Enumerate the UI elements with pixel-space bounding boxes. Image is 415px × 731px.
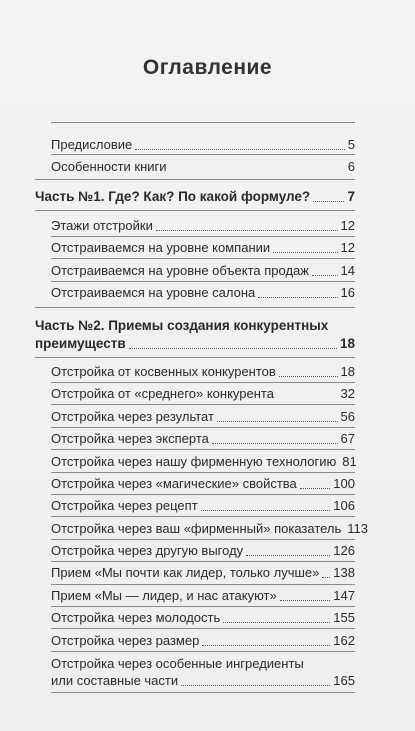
separator-line bbox=[35, 210, 355, 211]
toc-entry-page: 6 bbox=[347, 159, 355, 174]
toc-entry-label: Предисловие bbox=[51, 137, 133, 152]
toc-entry[interactable] bbox=[51, 218, 355, 234]
toc-entry-label: Прием «Мы — лидер, и нас атакуют» bbox=[51, 588, 277, 603]
toc-entry-page: 106 bbox=[333, 498, 355, 513]
separator-line bbox=[51, 606, 355, 607]
toc-entry[interactable] bbox=[51, 137, 355, 153]
toc-entry[interactable] bbox=[51, 476, 355, 492]
separator-line bbox=[51, 154, 355, 155]
toc-entry-label: Отстройка через результат bbox=[51, 409, 214, 424]
toc-entry-page: 138 bbox=[333, 565, 355, 580]
separator-line bbox=[51, 472, 355, 473]
toc-entry-label: Отстройка от «среднего» конкурента bbox=[51, 386, 274, 401]
toc-entry[interactable] bbox=[51, 409, 355, 425]
leader-dots bbox=[201, 510, 331, 511]
toc-part-heading[interactable] bbox=[35, 189, 355, 205]
leader-dots bbox=[223, 622, 330, 623]
leader-dots bbox=[313, 201, 344, 202]
toc-entry-label: Отстраиваемся на уровне компании bbox=[51, 240, 271, 255]
leader-dots bbox=[322, 577, 330, 578]
toc-entry-page: 12 bbox=[340, 218, 355, 233]
separator-line bbox=[51, 449, 355, 450]
toc-entry-page: 16 bbox=[340, 285, 355, 300]
toc-entry-page: 155 bbox=[333, 610, 355, 625]
toc-part-heading[interactable] bbox=[35, 336, 355, 352]
separator-line bbox=[51, 651, 355, 652]
separator-line bbox=[51, 236, 355, 237]
toc-entry-label: Отстройка через другую выгоду bbox=[51, 543, 244, 558]
separator-line bbox=[51, 628, 355, 629]
separator-line bbox=[35, 357, 355, 358]
separator-line bbox=[51, 494, 355, 495]
toc-entry[interactable] bbox=[51, 454, 355, 470]
toc-entry-page: 56 bbox=[340, 409, 355, 424]
toc-entry[interactable] bbox=[51, 159, 355, 175]
toc-entry-page: 100 bbox=[333, 476, 355, 491]
toc-entry-label: Отстройка через размер bbox=[51, 633, 200, 648]
toc-entry[interactable] bbox=[51, 240, 355, 256]
toc-entry-label: Этажи отстройки bbox=[51, 218, 153, 233]
toc-entry-page: 165 bbox=[333, 673, 355, 688]
leader-dots bbox=[202, 645, 330, 646]
toc-entry[interactable] bbox=[51, 431, 355, 447]
toc-entry-label: Отстройка через молодость bbox=[51, 610, 221, 625]
leader-dots bbox=[300, 488, 331, 489]
toc-entry-label: Отстройка через ваш «фирменный» показатель bbox=[51, 521, 342, 536]
toc-entry-label: Отстройка от косвенных конкурентов bbox=[51, 364, 276, 379]
leader-dots bbox=[156, 230, 338, 231]
toc-entry-label: Прием «Мы почти как лидер, только лучше» bbox=[51, 565, 320, 580]
toc-entry-page: 5 bbox=[347, 137, 355, 152]
toc-entry-page: 12 bbox=[340, 240, 355, 255]
toc-entry-label: Отстройка через эксперта bbox=[51, 431, 209, 446]
leader-dots bbox=[212, 443, 338, 444]
toc-entry-page: 126 bbox=[333, 543, 355, 558]
leader-dots bbox=[312, 275, 338, 276]
page-title: Оглавление bbox=[142, 56, 273, 79]
toc-part-label: Часть №1. Где? Как? По какой формуле? bbox=[35, 189, 311, 204]
toc-entry[interactable] bbox=[51, 543, 355, 559]
separator-line bbox=[51, 561, 355, 562]
toc-entry-page: 18 bbox=[340, 364, 355, 379]
toc-entry-label: Отстраиваемся на уровне объекта продаж bbox=[51, 263, 309, 278]
toc-entry-page: 81 bbox=[342, 454, 357, 469]
toc-entry[interactable] bbox=[51, 588, 355, 604]
separator-line bbox=[51, 516, 355, 517]
toc-entry-label: Особенности книги bbox=[51, 159, 167, 174]
toc-entry-label: Отстройка через «магические» свойства bbox=[51, 476, 297, 491]
toc-entry-page: 67 bbox=[340, 431, 355, 446]
toc-entry-label[interactable]: Отстройка через особенные ингредиенты bbox=[51, 656, 304, 671]
toc-entry-label: Отстройка через нашу фирменную технологию bbox=[51, 454, 337, 469]
toc-entry-label: или составные части bbox=[51, 673, 179, 688]
toc-entry-label: Отстраиваемся на уровне салона bbox=[51, 285, 256, 300]
toc-entry[interactable] bbox=[51, 364, 355, 380]
toc-entry[interactable] bbox=[51, 565, 355, 581]
toc-entry[interactable] bbox=[51, 498, 355, 514]
toc-part-page: 7 bbox=[347, 189, 355, 204]
toc-entry[interactable] bbox=[51, 633, 355, 649]
toc-part-label: преимуществ bbox=[35, 336, 126, 351]
leader-dots bbox=[135, 149, 345, 150]
separator-line bbox=[51, 539, 355, 540]
leader-dots bbox=[217, 421, 338, 422]
toc-entry-page: 147 bbox=[333, 588, 355, 603]
leader-dots bbox=[273, 252, 337, 253]
leader-dots bbox=[258, 297, 337, 298]
toc-entry-page: 32 bbox=[340, 386, 355, 401]
leader-dots bbox=[181, 685, 330, 686]
separator-line bbox=[35, 307, 355, 308]
toc-part-label[interactable]: Часть №2. Приемы создания конкурентных bbox=[35, 318, 329, 333]
separator-line bbox=[51, 427, 355, 428]
separator-line bbox=[51, 404, 355, 405]
toc-entry[interactable] bbox=[51, 610, 355, 626]
leader-dots bbox=[280, 600, 331, 601]
separator-line bbox=[51, 382, 355, 383]
leader-dots bbox=[279, 376, 338, 377]
separator-line bbox=[51, 584, 355, 585]
toc-entry[interactable] bbox=[51, 263, 355, 279]
separator-line bbox=[51, 258, 355, 259]
toc-entry-page: 113 bbox=[347, 521, 369, 536]
leader-dots bbox=[129, 348, 337, 349]
toc-entry[interactable] bbox=[51, 673, 355, 689]
toc-entry-label: Отстройка через рецепт bbox=[51, 498, 198, 513]
toc-entry-page: 14 bbox=[340, 263, 355, 278]
toc-entry-page: 162 bbox=[333, 633, 355, 648]
toc-entry[interactable] bbox=[51, 285, 355, 301]
toc-entry[interactable] bbox=[51, 521, 369, 537]
toc-part-page: 18 bbox=[339, 336, 355, 351]
separator-line bbox=[35, 179, 355, 180]
toc-entry[interactable] bbox=[51, 386, 355, 402]
leader-dots bbox=[246, 555, 330, 556]
separator-line bbox=[51, 281, 355, 282]
separator-line bbox=[51, 692, 355, 693]
separator-line bbox=[51, 122, 355, 123]
